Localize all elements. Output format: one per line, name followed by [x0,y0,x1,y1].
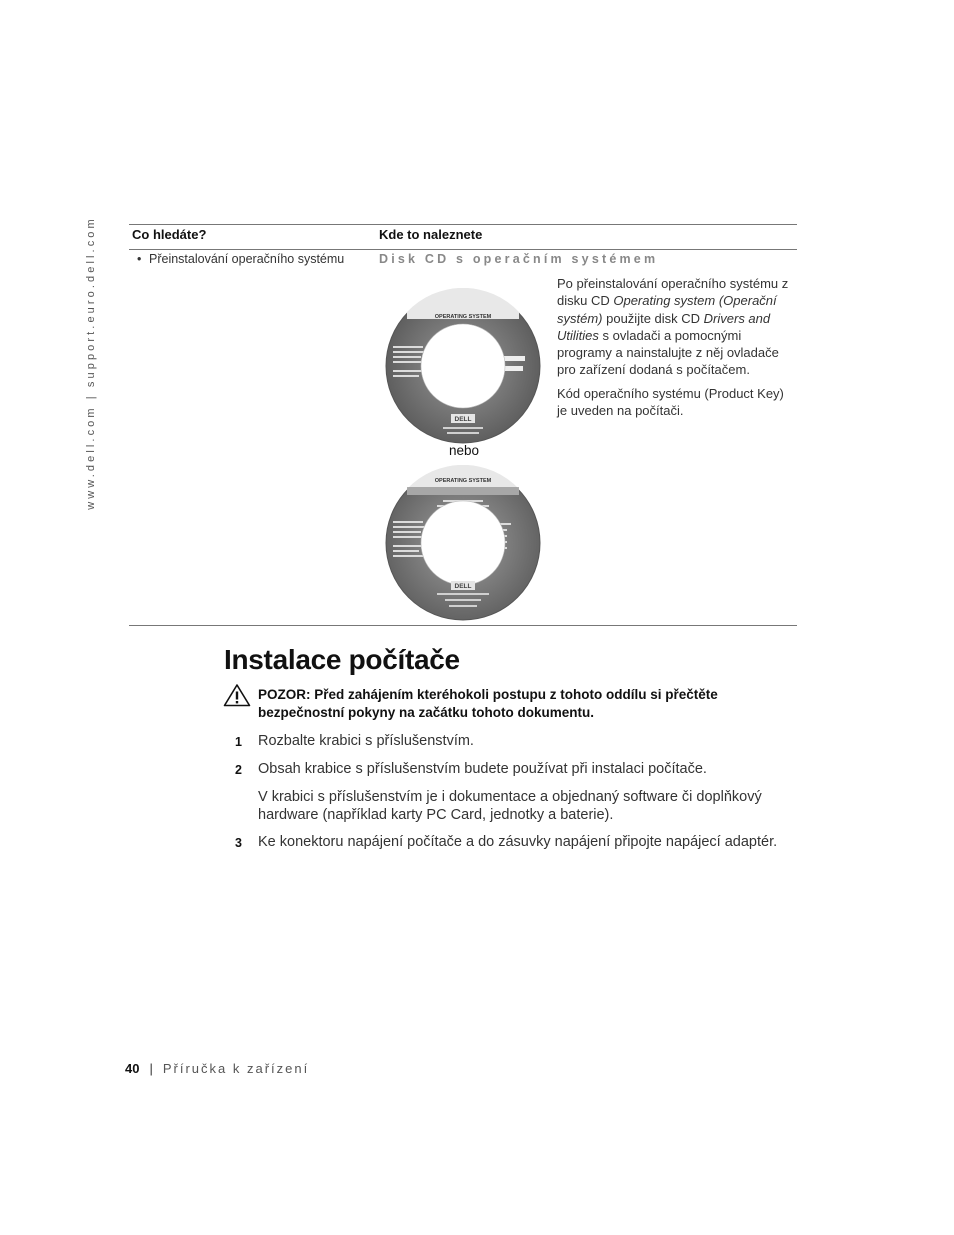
description-paragraph-1 [557,275,793,379]
step-3-text: Ke konektoru napájení počítače a do zásuvky napájení připojte napájecí adaptér. [258,834,778,850]
drivers-cd-disc-image [385,465,541,621]
or-label: nebo [449,443,480,458]
table-header-what: Co hledáte? [132,227,207,242]
resource-heading: Disk CD s operačním systémem [379,252,659,266]
os-cd-disc-image [385,288,541,444]
step-1-text: Rozbalte krabici s příslušenstvím. [258,733,474,749]
warning-icon [223,683,251,707]
desc-text-c: s ovladači a pomocnými programy a nainstalujte z něj ovladače pro zařízení dodaná s počítačem. [557,327,779,378]
table-bottom-rule [129,625,797,626]
side-url [82,216,100,510]
desc-text-a: Po přeinstalování operačního systému z disku CD [557,276,789,309]
desc-text-b: použijte disk CD [602,310,704,326]
step-1-number: 1 [235,735,242,749]
page-number: 40 [125,1061,140,1076]
description-paragraph-2: Kód operačního systému (Product Key) je uveden na počítači. [557,385,784,419]
step-3-number: 3 [235,836,242,850]
bullet: • [137,252,142,266]
section-title: Instalace počítače [224,644,460,675]
footer-separator: | [149,1061,153,1076]
disc1-brand: DELL [454,416,472,423]
task-text: Přeinstalování operačního systému [149,252,345,266]
step-2-number: 2 [235,763,242,777]
disc2-banner: OPERATING SYSTEM [434,478,492,484]
side-url-text: www.dell.com | support.euro.dell.com [85,216,97,510]
task-item [137,252,344,266]
table-top-rule [129,224,797,225]
disc1-banner: OPERATING SYSTEM [434,314,492,320]
table-header-rule [129,249,797,250]
page-footer [125,1061,309,1076]
table-header-where: Kde to naleznete [379,227,483,242]
footer-doc-title: Příručka k zařízení [162,1061,310,1076]
disc2-brand: DELL [454,583,472,590]
step-2-text: Obsah krabice s příslušenstvím budete používat při instalaci počítače. [258,761,707,777]
desc-italic-os: Operating system (Operační systém) [557,293,777,326]
step-2-subtext: V krabici s příslušenstvím je i dokumentace a objednaný software či doplňkový hardware (například karty PC Card, jednotky a baterie). [258,789,762,823]
resource-description [557,275,793,425]
desc-italic-drivers: Drivers and Utilities [557,310,771,343]
warning-text: POZOR: Před zahájením kteréhokoli postupu z tohoto oddílu si přečtěte bezpečnostní pokyny na začátku tohoto dokumentu. [258,687,718,720]
